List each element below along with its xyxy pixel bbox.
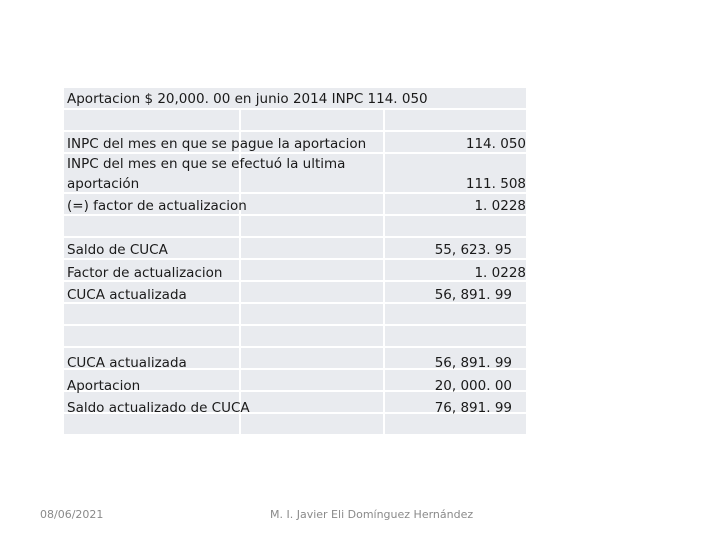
footer-author: M. I. Javier Eli Domínguez Hernández bbox=[270, 508, 474, 521]
factor-actualizacion-label: Factor de actualizacion bbox=[67, 265, 223, 281]
aportacion-value: 20, 000. 00 bbox=[434, 378, 512, 394]
aportacion-label: Aportacion bbox=[67, 378, 141, 394]
saldo-cuca-label: Saldo de CUCA bbox=[67, 242, 168, 258]
table-row bbox=[64, 326, 526, 348]
footer-date: 08/06/2021 bbox=[40, 508, 104, 521]
table-row bbox=[64, 110, 526, 132]
cuca-actualizada-label-2: CUCA actualizada bbox=[67, 355, 187, 371]
inpc-last-label-cont: aportación bbox=[67, 176, 140, 192]
cuca-actualizada-value: 56, 891. 99 bbox=[434, 287, 512, 303]
cuca-actualizada-label: CUCA actualizada bbox=[67, 287, 187, 303]
table-title: Aportacion $ 20,000. 00 en junio 2014 INPC 114. 050 bbox=[67, 91, 428, 107]
saldo-actualizado-label: Saldo actualizado de CUCA bbox=[67, 400, 250, 416]
table-row bbox=[64, 216, 526, 238]
factor-label: (=) factor de actualizacion bbox=[67, 198, 247, 214]
inpc-last-label: INPC del mes en que se efectuó la ultima bbox=[67, 156, 346, 172]
inpc-current-value: 114. 050 bbox=[465, 136, 526, 152]
cuca-actualizada-value-2: 56, 891. 99 bbox=[434, 355, 512, 371]
factor-actualizacion-value: 1. 0228 bbox=[474, 265, 526, 281]
inpc-last-value: 111. 508 bbox=[465, 176, 526, 192]
saldo-actualizado-value: 76, 891. 99 bbox=[434, 400, 512, 416]
saldo-cuca-value: 55, 623. 95 bbox=[434, 242, 512, 258]
factor-value: 1. 0228 bbox=[474, 198, 526, 214]
inpc-current-label: INPC del mes en que se pague la aportacion bbox=[67, 136, 367, 152]
table-row bbox=[64, 304, 526, 326]
